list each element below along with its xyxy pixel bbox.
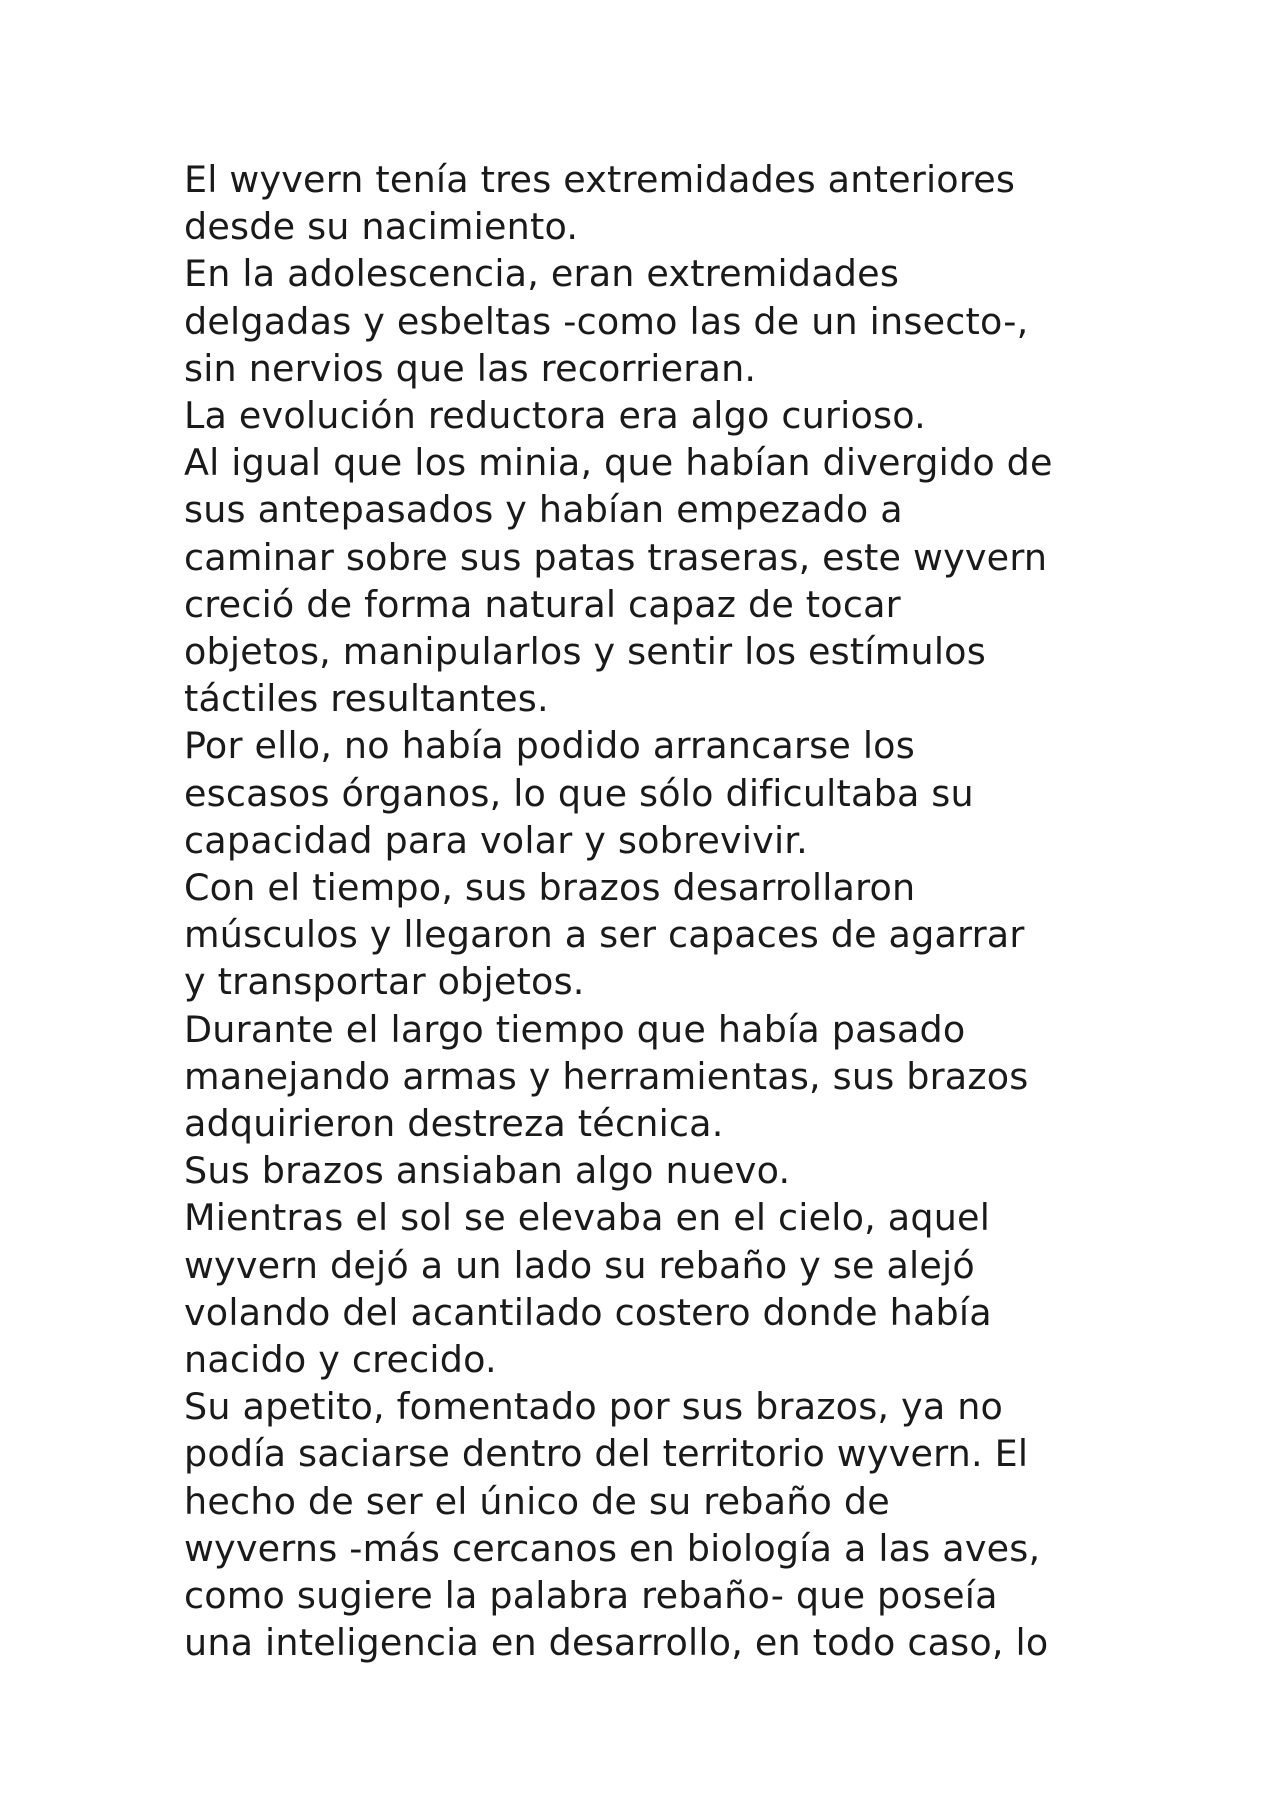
text-line: creció de forma natural capaz de tocar bbox=[184, 582, 901, 626]
body-text bbox=[184, 156, 1194, 1667]
text-line: En la adolescencia, eran extremidades bbox=[184, 252, 900, 296]
text-line: una inteligencia en desarrollo, en todo caso, lo bbox=[184, 1621, 1049, 1665]
text-line: y transportar objetos. bbox=[184, 960, 585, 1004]
text-line: wyverns -más cercanos en biología a las aves, bbox=[184, 1526, 1041, 1570]
text-line: como sugiere la palabra rebaño- que poseía bbox=[184, 1574, 998, 1618]
text-line: caminar sobre sus patas traseras, este wyvern bbox=[184, 535, 1048, 579]
text-line: hecho de ser el único de su rebaño de bbox=[184, 1479, 890, 1523]
text-line: sin nervios que las recorrieran. bbox=[184, 346, 757, 390]
text-line: escasos órganos, lo que sólo dificultaba su bbox=[184, 771, 974, 815]
text-line: podía saciarse dentro del territorio wyvern. El bbox=[184, 1432, 1029, 1476]
text-line: Al igual que los minia, que habían divergido de bbox=[184, 441, 1053, 485]
text-line: El wyvern tenía tres extremidades anteriores bbox=[184, 158, 1016, 201]
text-line: wyvern dejó a un lado su rebaño y se alejó bbox=[184, 1243, 975, 1287]
text-line: Sus brazos ansiaban algo nuevo. bbox=[184, 1149, 791, 1193]
text-line: objetos, manipularlos y sentir los estímulos bbox=[184, 630, 986, 674]
text-line: sus antepasados y habían empezado a bbox=[184, 488, 903, 532]
text-line: delgadas y esbeltas -como las de un insecto-, bbox=[184, 299, 1029, 343]
text-line: Su apetito, fomentado por sus brazos, ya no bbox=[184, 1385, 1004, 1429]
text-line: táctiles resultantes. bbox=[184, 677, 549, 721]
text-line: adquirieron destreza técnica. bbox=[184, 1102, 724, 1146]
text-line: volando del acantilado costero donde había bbox=[184, 1290, 992, 1334]
text-line: capacidad para volar y sobrevivir. bbox=[184, 818, 808, 862]
text-line: desde su nacimiento. bbox=[184, 205, 579, 249]
text-line: La evolución reductora era algo curioso. bbox=[184, 394, 926, 438]
text-line: nacido y crecido. bbox=[184, 1338, 497, 1382]
text-line: músculos y llegaron a ser capaces de agarrar bbox=[184, 913, 1025, 957]
text-line: manejando armas y herramientas, sus brazos bbox=[184, 1054, 1029, 1098]
text-line: Durante el largo tiempo que había pasado bbox=[184, 1007, 966, 1051]
text-line: Mientras el sol se elevaba en el cielo, aquel bbox=[184, 1196, 991, 1240]
text-line: Por ello, no había podido arrancarse los bbox=[184, 724, 915, 768]
text-line: Con el tiempo, sus brazos desarrollaron bbox=[184, 866, 916, 910]
